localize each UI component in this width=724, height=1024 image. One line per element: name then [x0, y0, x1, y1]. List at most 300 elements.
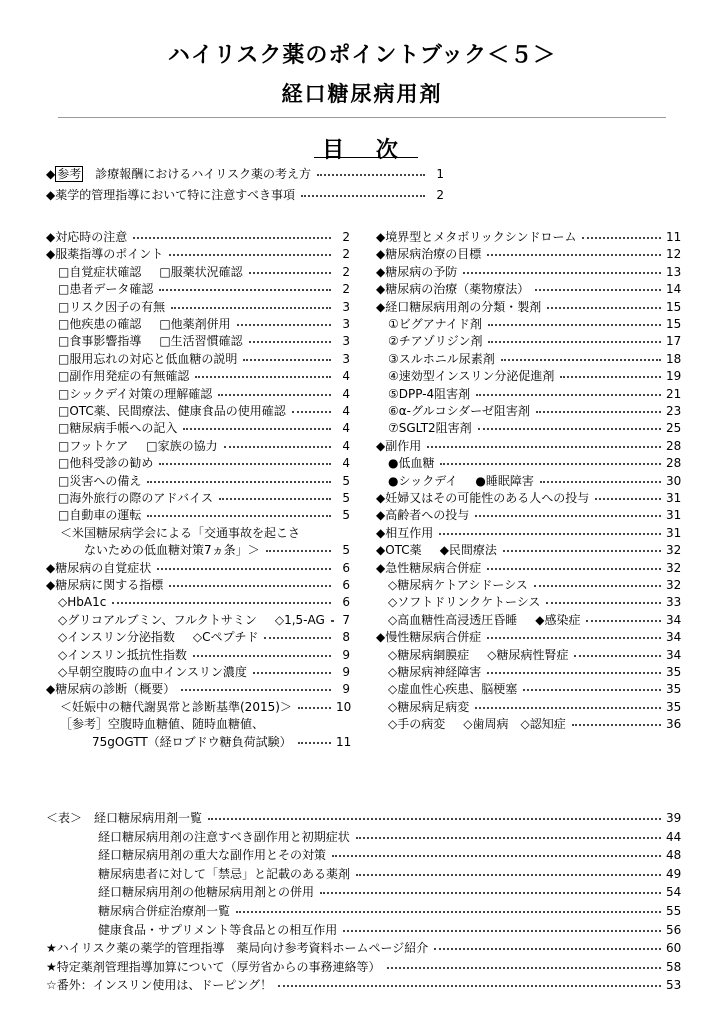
page-number: 19 — [666, 369, 682, 384]
toc-entry-label — [58, 455, 153, 472]
dot-leader — [157, 560, 331, 570]
toc-entry-label — [388, 716, 566, 733]
entry-text: ☆番外：インスリン使用は、ドーピング！ — [46, 978, 273, 993]
entry-text: 糖尿病合併症治療剤一覧 — [98, 904, 231, 918]
dot-leader — [586, 612, 661, 622]
toc-entry-label — [46, 229, 127, 246]
entry-text: □自動車の運転 — [58, 508, 142, 523]
toc-entry[interactable] — [376, 699, 680, 716]
page-number: 44 — [666, 829, 682, 844]
dot-leader — [264, 629, 331, 639]
toc-entry[interactable] — [376, 594, 680, 611]
dot-leader — [301, 187, 425, 197]
entry-text: □他科受診の勧め — [58, 456, 154, 471]
toc-entry[interactable] — [46, 681, 350, 698]
toc-entry-label — [46, 940, 428, 957]
dot-leader — [487, 560, 661, 570]
toc-entry[interactable] — [46, 884, 680, 901]
page-number: 4 — [342, 456, 350, 471]
page-number: 6 — [342, 560, 350, 575]
toc-entry[interactable] — [46, 734, 350, 751]
toc-entry[interactable] — [376, 716, 680, 733]
toc-entry[interactable] — [46, 386, 350, 403]
page-number: 49 — [666, 866, 682, 881]
entry-text: □糖尿病手帳への記入 — [58, 421, 178, 436]
toc-entry-label — [58, 299, 165, 316]
dot-leader — [387, 959, 661, 969]
dot-leader — [488, 316, 661, 326]
entry-text: 経口糖尿病用剤の注意すべき副作用と初期症状 — [98, 829, 350, 844]
page-number: 55 — [666, 904, 682, 918]
toc-entry-label — [58, 664, 247, 681]
toc-entry[interactable] — [46, 542, 350, 559]
page-number: 17 — [666, 334, 682, 349]
entry-text: □食事影響指導 — [58, 334, 142, 349]
dot-leader — [195, 368, 331, 378]
page-number: 2 — [342, 247, 350, 262]
page-number: 11 — [666, 230, 682, 244]
toc-entry-label — [388, 594, 540, 611]
entry-text-secondary: ◆感染症 — [535, 612, 581, 627]
page-number: 31 — [666, 491, 682, 505]
dot-leader — [572, 716, 661, 726]
toc-entry[interactable] — [46, 629, 350, 646]
toc-entry-label — [46, 681, 175, 698]
dot-leader — [440, 455, 661, 465]
toc-entry-label — [46, 577, 163, 594]
toc-entry[interactable] — [376, 351, 680, 368]
entry-text: 診療報酬におけるハイリスク薬の考え方 — [95, 167, 312, 181]
entry-text: ◇インスリン分泌指数 — [58, 630, 175, 645]
dot-leader — [320, 884, 661, 894]
page-number: 36 — [666, 717, 682, 732]
dot-leader — [475, 699, 661, 709]
toc-entry[interactable] — [46, 299, 350, 316]
dot-leader — [434, 940, 661, 950]
dot-leader — [181, 681, 331, 691]
diamond-bullet-icon: ◆ — [46, 167, 56, 181]
toc-entry[interactable] — [376, 420, 680, 437]
toc-entry[interactable] — [46, 612, 350, 629]
toc-entry-label — [46, 187, 295, 204]
entry-text: ◇ソフトドリンクケトーシス — [388, 595, 541, 610]
toc-entry-label — [58, 612, 325, 629]
entry-text: ◇グリコアルブミン、フルクトサミン — [58, 612, 257, 627]
page-number: 58 — [666, 959, 682, 974]
page-number: 15 — [666, 299, 682, 314]
page-number: 1 — [436, 167, 444, 181]
dot-leader — [536, 403, 661, 413]
dot-leader — [243, 351, 331, 361]
dot-leader — [159, 455, 331, 465]
page-number: 6 — [342, 578, 350, 592]
dot-leader — [523, 681, 661, 691]
dot-leader — [560, 368, 661, 378]
entry-text: ◆急性糖尿病合併症 — [376, 560, 482, 575]
dot-leader — [487, 664, 661, 674]
entry-text: ◇HbA1c — [58, 595, 107, 610]
page-number: 9 — [342, 647, 350, 662]
toc-entry-label — [388, 455, 434, 472]
entry-text: □自覚症状確認 — [58, 264, 142, 279]
entry-text: ◆経口糖尿病用剤の分類・製剤 — [376, 299, 542, 314]
toc-entry[interactable] — [46, 490, 350, 507]
page-number: 2 — [342, 282, 350, 297]
page-number: 60 — [666, 941, 682, 955]
toc-entry-label — [388, 420, 472, 437]
toc-entry[interactable] — [46, 903, 680, 920]
dot-leader — [574, 647, 661, 657]
entry-text: ＜米国糖尿病学会による「交通事故を起こさ — [60, 525, 301, 540]
entry-text: □災害への備え — [58, 473, 142, 488]
entry-text: ◇糖尿病網膜症 — [388, 647, 470, 662]
toc-entry[interactable] — [46, 577, 350, 594]
page-number: 2 — [342, 230, 350, 244]
entry-text: ◇虚血性心疾患、脳梗塞 — [388, 682, 518, 697]
toc-entry[interactable] — [376, 299, 680, 316]
page-number: 30 — [666, 473, 682, 488]
toc-entry-label — [58, 438, 218, 455]
dot-leader — [298, 734, 331, 744]
toc-entry[interactable] — [376, 473, 680, 490]
entry-text: 経口糖尿病用剤の他糖尿病用剤との併用 — [98, 885, 315, 900]
dot-leader — [147, 473, 331, 483]
toc-entry-label — [46, 959, 381, 976]
toc-entry[interactable] — [376, 507, 680, 524]
page-number: 34 — [666, 647, 682, 662]
dot-leader — [582, 229, 661, 239]
toc-entry[interactable] — [376, 664, 680, 681]
dot-leader — [475, 507, 661, 517]
page-number: 8 — [342, 630, 350, 645]
entry-text-secondary: □家族の協力 — [146, 438, 218, 453]
dot-leader — [427, 438, 661, 448]
toc-entry[interactable] — [376, 629, 680, 646]
toc-entry[interactable] — [376, 316, 680, 333]
toc-entry[interactable] — [46, 810, 680, 827]
toc-entry[interactable] — [376, 229, 680, 246]
dot-leader — [219, 490, 331, 500]
dot-leader — [332, 847, 661, 857]
toc-entry[interactable] — [46, 829, 680, 846]
entry-text: ③スルホニル尿素剤 — [388, 351, 495, 366]
toc-entry[interactable] — [376, 403, 680, 420]
toc-entry-label — [388, 386, 470, 403]
toc-entry[interactable] — [46, 525, 350, 542]
toc-entry-label — [58, 594, 106, 611]
toc-entry-label — [376, 299, 541, 316]
document-subtitle: 経口糖尿病用剤 — [281, 82, 443, 106]
entry-text: ◇糖尿病足病変 — [388, 699, 470, 714]
entry-text: 健康食品・サプリメント等食品との相互作用 — [98, 922, 338, 937]
dot-leader — [501, 351, 661, 361]
entry-text: ◆相互作用 — [376, 525, 434, 540]
page-number: 33 — [666, 595, 682, 610]
toc-entry[interactable] — [376, 264, 680, 281]
toc-entry-label — [376, 490, 589, 507]
entry-text: 75gOGTT（経ロブドウ糖負荷試験） — [92, 734, 292, 749]
title-divider — [58, 117, 666, 118]
dot-leader — [356, 866, 661, 876]
entry-text-secondary: □他薬剤併用 — [159, 317, 231, 331]
toc-entry[interactable] — [46, 420, 350, 437]
page-number: 6 — [342, 595, 350, 610]
toc-entry[interactable] — [376, 281, 680, 298]
toc-entry[interactable] — [376, 542, 680, 559]
page-number: 56 — [666, 922, 682, 937]
entry-text: □リスク因子の有無 — [58, 299, 166, 314]
dot-leader — [237, 316, 331, 326]
toc-entry[interactable] — [376, 647, 680, 664]
toc-entry-label — [376, 629, 481, 646]
dot-leader — [478, 420, 661, 430]
entry-text-secondary: ◇Cペプチド — [192, 630, 259, 645]
dot-leader — [343, 922, 661, 932]
toc-entry-label — [46, 810, 202, 827]
dot-leader — [546, 594, 661, 604]
toc-entry-label — [388, 316, 482, 333]
toc-entry[interactable] — [376, 246, 680, 263]
dot-leader — [503, 542, 661, 552]
entry-text-secondary: □服薬状況確認 — [159, 264, 243, 279]
page-number: 32 — [666, 560, 682, 575]
toc-entry-label — [58, 629, 258, 646]
dot-leader — [169, 577, 331, 587]
toc-entry[interactable] — [46, 940, 680, 957]
toc-entry[interactable] — [46, 560, 350, 577]
dot-leader — [183, 420, 331, 430]
entry-text: □OTC薬、民間療法、健康食品の使用確認 — [58, 404, 286, 418]
toc-entry[interactable] — [46, 187, 444, 204]
reference-tag: 参考 — [57, 167, 82, 181]
toc-entry[interactable] — [46, 977, 680, 994]
toc-entry-label — [58, 647, 187, 664]
entry-text: □服用忘れの対応と低血糖の説明 — [58, 351, 238, 366]
entry-text: ◇早朝空腹時の血中インスリン濃度 — [58, 665, 247, 679]
toc-entry[interactable] — [46, 922, 680, 939]
entry-text-secondary: ●睡眠障害 — [475, 473, 534, 488]
page-number: 14 — [666, 282, 682, 297]
page-number: 4 — [342, 438, 350, 453]
toc-entry[interactable] — [376, 455, 680, 472]
entry-text: ◆糖尿病治療の目標 — [376, 247, 482, 262]
toc-entry[interactable] — [376, 368, 680, 385]
toc-entry-label — [58, 473, 141, 490]
page-number: 53 — [666, 978, 682, 993]
toc-entry[interactable] — [46, 229, 350, 246]
entry-text: ◇インスリン抵抗性指数 — [58, 647, 187, 662]
page-number: 32 — [666, 578, 682, 592]
entry-text: ◇手の病変 — [388, 717, 446, 732]
toc-entry[interactable] — [376, 490, 680, 507]
entry-text: ⑥α-グルコシダーゼ阻害剤 — [388, 404, 530, 418]
dot-leader — [236, 903, 661, 913]
toc-entry-label — [376, 542, 497, 559]
toc-entry-label — [98, 903, 230, 920]
entry-text: ●低血糖 — [388, 456, 435, 471]
page-number: 39 — [666, 811, 682, 825]
toc-entry[interactable] — [376, 681, 680, 698]
dot-leader — [534, 577, 661, 587]
toc-entry[interactable] — [46, 959, 680, 976]
toc-entry[interactable] — [376, 577, 680, 594]
toc-entry[interactable] — [376, 612, 680, 629]
toc-entry[interactable] — [46, 716, 350, 733]
toc-entry-label — [60, 525, 300, 542]
entry-text: ◆糖尿病の予防 — [376, 264, 458, 279]
toc-entry[interactable] — [46, 281, 350, 298]
entry-text: ◆糖尿病の診断（概要） — [46, 682, 176, 697]
page-number: 34 — [666, 612, 682, 627]
toc-entry-label — [388, 664, 481, 681]
dot-leader — [249, 333, 331, 343]
page-number: 5 — [342, 473, 350, 488]
entry-text-secondary: ◇歯周病 ◇認知症 — [463, 717, 566, 732]
toc-entry-label — [46, 246, 163, 263]
entry-text: ⑦SGLT2阻害剤 — [388, 421, 472, 436]
entry-text: ●シックデイ — [388, 473, 458, 488]
toc-entry-label — [388, 333, 482, 350]
entry-text: ①ビグアナイド剤 — [388, 317, 482, 331]
page-number: 4 — [342, 369, 350, 384]
entry-text: ④速効型インスリン分泌促進剤 — [388, 369, 555, 384]
entry-text: ◆副作用 — [376, 438, 422, 453]
toc-entry-label — [46, 166, 311, 183]
entry-text-secondary: □生活習慣確認 — [159, 334, 243, 349]
toc-entry[interactable] — [46, 368, 350, 385]
dot-leader — [292, 403, 331, 413]
dot-leader — [356, 829, 661, 839]
dot-leader — [266, 542, 331, 552]
entry-text: ◆対応時の注意 — [46, 230, 128, 244]
entry-text: ＜妊娠中の糖代謝異常と診断基準(2015)＞ — [60, 699, 292, 714]
toc-entry[interactable] — [376, 438, 680, 455]
page-number: 32 — [666, 543, 682, 558]
toc-entry[interactable] — [46, 647, 350, 664]
toc-entry-label — [388, 577, 528, 594]
page-number: 5 — [342, 508, 350, 523]
dot-leader — [224, 438, 331, 448]
page-number: 5 — [342, 491, 350, 505]
toc-heading: 目 次 — [314, 133, 418, 158]
toc-entry[interactable] — [46, 507, 350, 524]
entry-text: 糖尿病患者に対して「禁忌」と記載のある薬剤 — [98, 866, 351, 881]
dot-leader — [193, 647, 331, 657]
page-number: 3 — [342, 317, 350, 331]
page-number: 3 — [342, 351, 350, 366]
page-number: 4 — [342, 386, 350, 401]
toc-entry[interactable] — [376, 525, 680, 542]
toc-entry-label — [388, 473, 534, 490]
toc-entry-label — [376, 264, 457, 281]
entry-text: ＜表＞ 経口糖尿病用剤一覧 — [46, 811, 203, 825]
toc-entry-label — [92, 734, 292, 751]
toc-entry[interactable] — [46, 351, 350, 368]
toc-entry-label — [388, 612, 580, 629]
toc-entry[interactable] — [46, 403, 350, 420]
toc-entry[interactable] — [46, 438, 350, 455]
toc-entry-label — [60, 716, 264, 733]
toc-entry-label — [98, 866, 350, 883]
toc-entry-label — [388, 403, 530, 420]
toc-entry-label — [376, 281, 529, 298]
page-number: 23 — [666, 404, 682, 418]
page-number: 13 — [666, 264, 682, 279]
toc-entry[interactable] — [46, 699, 350, 716]
dot-leader — [133, 229, 331, 239]
toc-entry[interactable] — [376, 560, 680, 577]
toc-entry-label — [98, 922, 337, 939]
toc-entry[interactable] — [46, 594, 350, 611]
toc-entry-label — [376, 229, 576, 246]
entry-text: □患者データ確認 — [58, 282, 154, 297]
toc-entry-label — [388, 647, 568, 664]
entry-text: ◇糖尿病ケトアシドーシス — [388, 578, 528, 592]
toc-entry-label — [98, 847, 326, 864]
page-number: 4 — [342, 404, 350, 418]
entry-text: □シックデイ対策の理解確認 — [58, 386, 213, 401]
page-number: 35 — [666, 699, 682, 714]
toc-entry-label — [58, 490, 213, 507]
toc-entry[interactable] — [46, 166, 444, 183]
toc-entry-label — [388, 351, 495, 368]
toc-entry-label — [376, 560, 481, 577]
dot-leader — [487, 246, 661, 256]
page-number: 25 — [666, 421, 682, 436]
toc-entry-label — [58, 281, 153, 298]
toc-entry[interactable] — [46, 455, 350, 472]
toc-entry-label — [388, 681, 517, 698]
toc-entry[interactable] — [46, 246, 350, 263]
dot-leader — [278, 977, 661, 987]
entry-text: ◇高血糖性高浸透圧昏睡 — [388, 612, 518, 627]
toc-entry-label — [376, 525, 433, 542]
toc-entry-label — [60, 699, 292, 716]
entry-text: ◆境界型とメタボリックシンドローム — [376, 230, 577, 244]
toc-entry-label — [98, 884, 314, 901]
toc-entry[interactable] — [46, 866, 680, 883]
toc-entry-label — [58, 507, 141, 524]
page-number: 4 — [342, 421, 350, 436]
toc-entry[interactable] — [376, 333, 680, 350]
toc-entry-label — [98, 829, 350, 846]
dot-leader — [253, 664, 331, 674]
page-number: 5 — [342, 543, 350, 558]
toc-entry[interactable] — [46, 473, 350, 490]
toc-entry[interactable] — [376, 386, 680, 403]
toc-entry[interactable] — [46, 264, 350, 281]
toc-entry[interactable] — [46, 316, 350, 333]
entry-text: □他疾患の確認 — [58, 317, 142, 331]
page-number: 18 — [666, 351, 682, 366]
toc-entry[interactable] — [46, 847, 680, 864]
toc-entry-label — [58, 351, 237, 368]
document-title: ハイリスク薬のポイントブック＜５＞ — [167, 43, 557, 68]
entry-text: □副作用発症の有無確認 — [58, 369, 190, 384]
dot-leader — [463, 264, 661, 274]
toc-entry[interactable] — [46, 333, 350, 350]
dot-leader — [147, 507, 331, 517]
entry-text: ◆服薬指導のポイント — [46, 247, 164, 262]
dot-leader — [218, 386, 331, 396]
toc-entry[interactable] — [46, 664, 350, 681]
page-number: 9 — [342, 682, 350, 697]
dot-leader — [439, 525, 661, 535]
page-number: 3 — [342, 334, 350, 349]
toc-entry-label — [84, 542, 260, 559]
toc-entry-label — [58, 420, 177, 437]
toc-entry-label — [376, 438, 421, 455]
